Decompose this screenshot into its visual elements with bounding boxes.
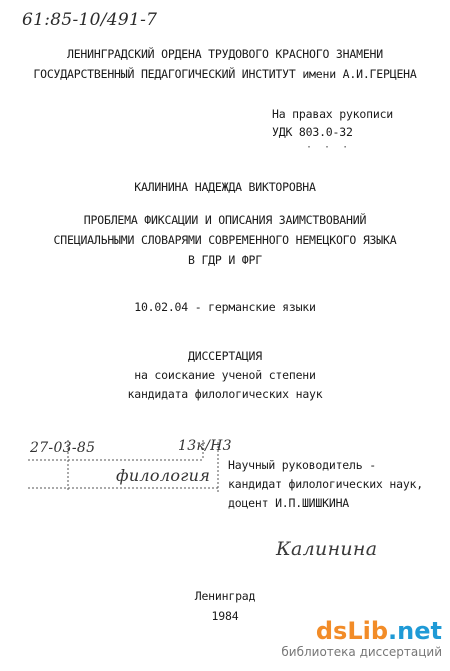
advisor-line-3: доцент И.П.ШИШКИНА	[228, 496, 350, 510]
city: Ленинград	[194, 589, 256, 603]
title-line-3: В ГДР И ФРГ	[188, 253, 262, 267]
dslib-subtitle: библиотека диссертаций	[281, 645, 442, 659]
author-name: КАЛИНИНА НАДЕЖДА ВИКТОРОВНА	[134, 180, 316, 194]
advisor-line-1: Научный руководитель -	[228, 458, 376, 472]
title-line-1: ПРОБЛЕМА ФИКСАЦИИ И ОПИСАНИЯ ЗАИМСТВОВАНИЙ	[83, 213, 367, 227]
author-signature: Калинина	[276, 538, 378, 560]
specialty-code: 10.02.04 - германские языки	[134, 300, 316, 314]
title-line-2: СПЕЦИАЛЬНЫМИ СЛОВАРЯМИ СОВРЕМЕННОГО НЕМЕЦКОГО ЯЗЫКА	[53, 233, 397, 247]
library-stamp	[28, 438, 236, 494]
dslib-watermark	[281, 619, 442, 659]
year: 1984	[211, 609, 239, 623]
degree-type: ДИССЕРТАЦИЯ	[188, 349, 262, 363]
degree-line-2: на соискание ученой степени	[134, 368, 316, 382]
udk-code: УДК 803.0-32	[272, 125, 353, 139]
institution-line-2: ГОСУДАРСТВЕННЫЙ ПЕДАГОГИЧЕСКИЙ ИНСТИТУТ имени А.И.ГЕРЦЕНА	[33, 67, 417, 81]
udk-dots: · · ·	[306, 142, 352, 153]
manuscript-rights: На правах рукописи	[272, 107, 394, 121]
stamp-code: 13к/Н3	[178, 438, 232, 454]
degree-line-3: кандидата филологических наук	[127, 387, 323, 401]
dslib-logo: dsLib.net	[315, 617, 442, 645]
stamp-date: 27-03-85	[30, 440, 96, 456]
archive-mark: 61:85-10/491-7	[22, 10, 158, 30]
institution-line-1: ЛЕНИНГРАДСКИЙ ОРДЕНА ТРУДОВОГО КРАСНОГО ЗНАМЕНИ	[66, 47, 383, 61]
advisor-line-2: кандидат филологических наук,	[228, 477, 423, 491]
stamp-dept: филология	[116, 466, 211, 485]
